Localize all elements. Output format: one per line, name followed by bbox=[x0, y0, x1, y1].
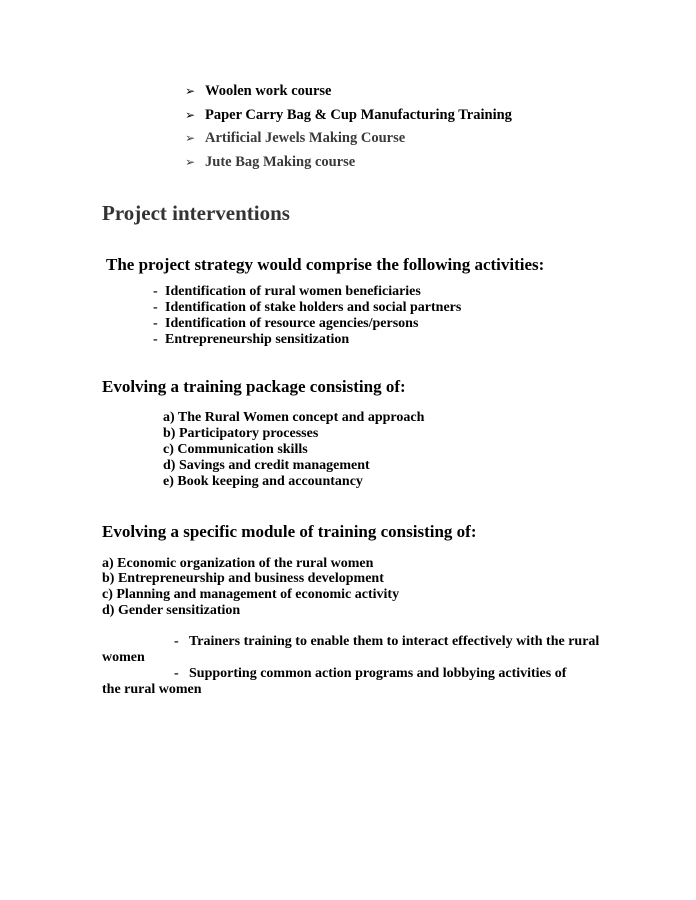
dash-bullet: - bbox=[153, 300, 158, 315]
package-item: e) Book keeping and accountancy bbox=[163, 474, 363, 489]
arrow-bullet-icon: ➢ bbox=[185, 84, 196, 98]
module-item: d) Gender sensitization bbox=[102, 603, 241, 618]
course-label: Jute Bag Making course bbox=[205, 154, 356, 170]
dash-bullet: - bbox=[153, 332, 158, 347]
course-list-item bbox=[185, 153, 355, 171]
package-item: b) Participatory processes bbox=[163, 426, 319, 441]
section-title: Project interventions bbox=[102, 201, 290, 225]
dash-bullet: - bbox=[174, 666, 179, 681]
extra-item-line: women bbox=[102, 650, 145, 665]
dash-bullet: - bbox=[153, 316, 158, 331]
course-label: Paper Carry Bag & Cup Manufacturing Training bbox=[205, 107, 512, 123]
package-heading: Evolving a training package consisting of: bbox=[102, 377, 406, 396]
course-list-item bbox=[185, 82, 331, 100]
strategy-item: - Entrepreneurship sensitization bbox=[153, 332, 350, 347]
module-item: a) Economic organization of the rural women bbox=[102, 556, 374, 571]
strategy-item: - Identification of rural women beneficiaries bbox=[153, 284, 421, 299]
course-label: Woolen work course bbox=[205, 83, 332, 99]
strategy-item: - Identification of stake holders and social partners bbox=[153, 300, 462, 315]
dash-bullet: - bbox=[174, 634, 179, 649]
extra-item-line: - Supporting common action programs and lobbying activities of bbox=[174, 666, 567, 681]
course-list-item bbox=[185, 129, 405, 147]
arrow-bullet-icon: ➢ bbox=[185, 131, 196, 145]
package-item: a) The Rural Women concept and approach bbox=[163, 410, 425, 425]
course-list-item bbox=[185, 106, 512, 124]
arrow-bullet-icon: ➢ bbox=[185, 108, 196, 122]
strategy-heading: The project strategy would comprise the following activities: bbox=[106, 255, 545, 274]
strategy-item: - Identification of resource agencies/persons bbox=[153, 316, 419, 331]
course-label: Artificial Jewels Making Course bbox=[205, 130, 406, 146]
module-heading: Evolving a specific module of training consisting of: bbox=[102, 522, 477, 541]
extra-item-line: the rural women bbox=[102, 682, 202, 697]
package-item: c) Communication skills bbox=[163, 442, 308, 457]
dash-bullet: - bbox=[153, 284, 158, 299]
extra-item-line: - Trainers training to enable them to interact effectively with the rural bbox=[174, 634, 600, 649]
module-item: c) Planning and management of economic activity bbox=[102, 587, 400, 602]
module-item: b) Entrepreneurship and business development bbox=[102, 571, 384, 586]
package-item: d) Savings and credit management bbox=[163, 458, 370, 473]
arrow-bullet-icon: ➢ bbox=[185, 155, 196, 169]
